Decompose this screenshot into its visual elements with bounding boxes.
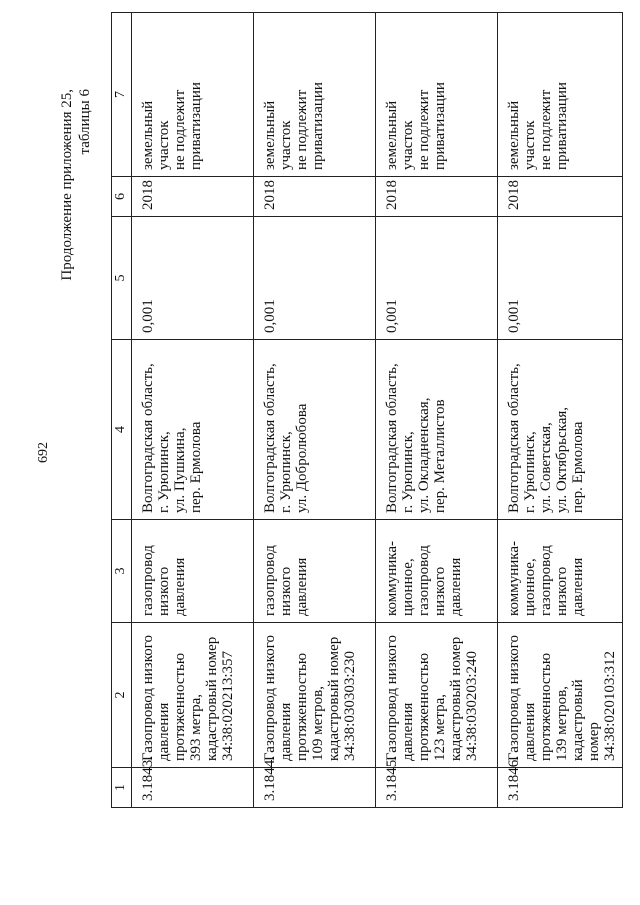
object-address: Волгоградская область, г. Урюпинск, ул. Добролюбова <box>254 340 376 520</box>
object-year: 2018 <box>498 177 623 217</box>
continuation-note <box>58 89 94 281</box>
object-value: 0,001 <box>376 217 498 340</box>
object-type: коммуника- ционное, газопровод низкого давления <box>498 520 623 623</box>
row-number: 3.1844. <box>254 768 376 808</box>
table-row <box>132 13 254 808</box>
col-header-6: 6 <box>112 177 132 217</box>
object-address: Волгоградская область, г. Урюпинск, ул. Пушкина, пер. Ермолова <box>132 340 254 520</box>
object-value: 0,001 <box>132 217 254 340</box>
continuation-line-2: таблицы 6 <box>77 89 93 155</box>
col-header-2: 2 <box>112 623 132 768</box>
property-table <box>111 12 623 808</box>
object-name: Газопровод низкого давления протяженностью 123 метра, кадастровый номер 34:38:030203:240 <box>376 623 498 768</box>
object-note: земельный участок не подлежит приватизации <box>132 13 254 177</box>
continuation-line-1: Продолжение приложения 25, <box>59 89 75 281</box>
table-row <box>498 13 623 808</box>
object-note: земельный участок не подлежит приватизации <box>498 13 623 177</box>
object-type: газопровод низкого давления <box>254 520 376 623</box>
object-note: земельный участок не подлежит приватизации <box>376 13 498 177</box>
object-name: Газопровод низкого давления протяженностью 139 метров, кадастровый номер 34:38:020103:312 <box>498 623 623 768</box>
object-name: Газопровод низкого давления протяженностью 109 метров, кадастровый номер 34:38:030303:230 <box>254 623 376 768</box>
object-type: газопровод низкого давления <box>132 520 254 623</box>
object-address: Волгоградская область, г. Урюпинск, ул. Окладненская, пер. Металлистов <box>376 340 498 520</box>
col-header-3: 3 <box>112 520 132 623</box>
page-number: 692 <box>36 442 51 463</box>
object-year: 2018 <box>254 177 376 217</box>
object-year: 2018 <box>376 177 498 217</box>
col-header-4: 4 <box>112 340 132 520</box>
object-name: Газопровод низкого давления протяженностью 393 метра, кадастровый номер 34:38:020213:357 <box>132 623 254 768</box>
table-row <box>376 13 498 808</box>
row-number: 3.1845. <box>376 768 498 808</box>
col-header-1: 1 <box>112 768 132 808</box>
column-number-row <box>112 13 132 808</box>
object-note: земельный участок не подлежит приватизации <box>254 13 376 177</box>
object-address: Волгоградская область, г. Урюпинск, ул. Советская, ул. Октябрьская, пер. Ермолова <box>498 340 623 520</box>
object-type: коммуника- ционное, газопровод низкого давления <box>376 520 498 623</box>
row-number: 3.1843. <box>132 768 254 808</box>
object-value: 0,001 <box>498 217 623 340</box>
table-row <box>254 13 376 808</box>
col-header-7: 7 <box>112 13 132 177</box>
object-year: 2018 <box>132 177 254 217</box>
row-number: 3.1846. <box>498 768 623 808</box>
col-header-5: 5 <box>112 217 132 340</box>
object-value: 0,001 <box>254 217 376 340</box>
